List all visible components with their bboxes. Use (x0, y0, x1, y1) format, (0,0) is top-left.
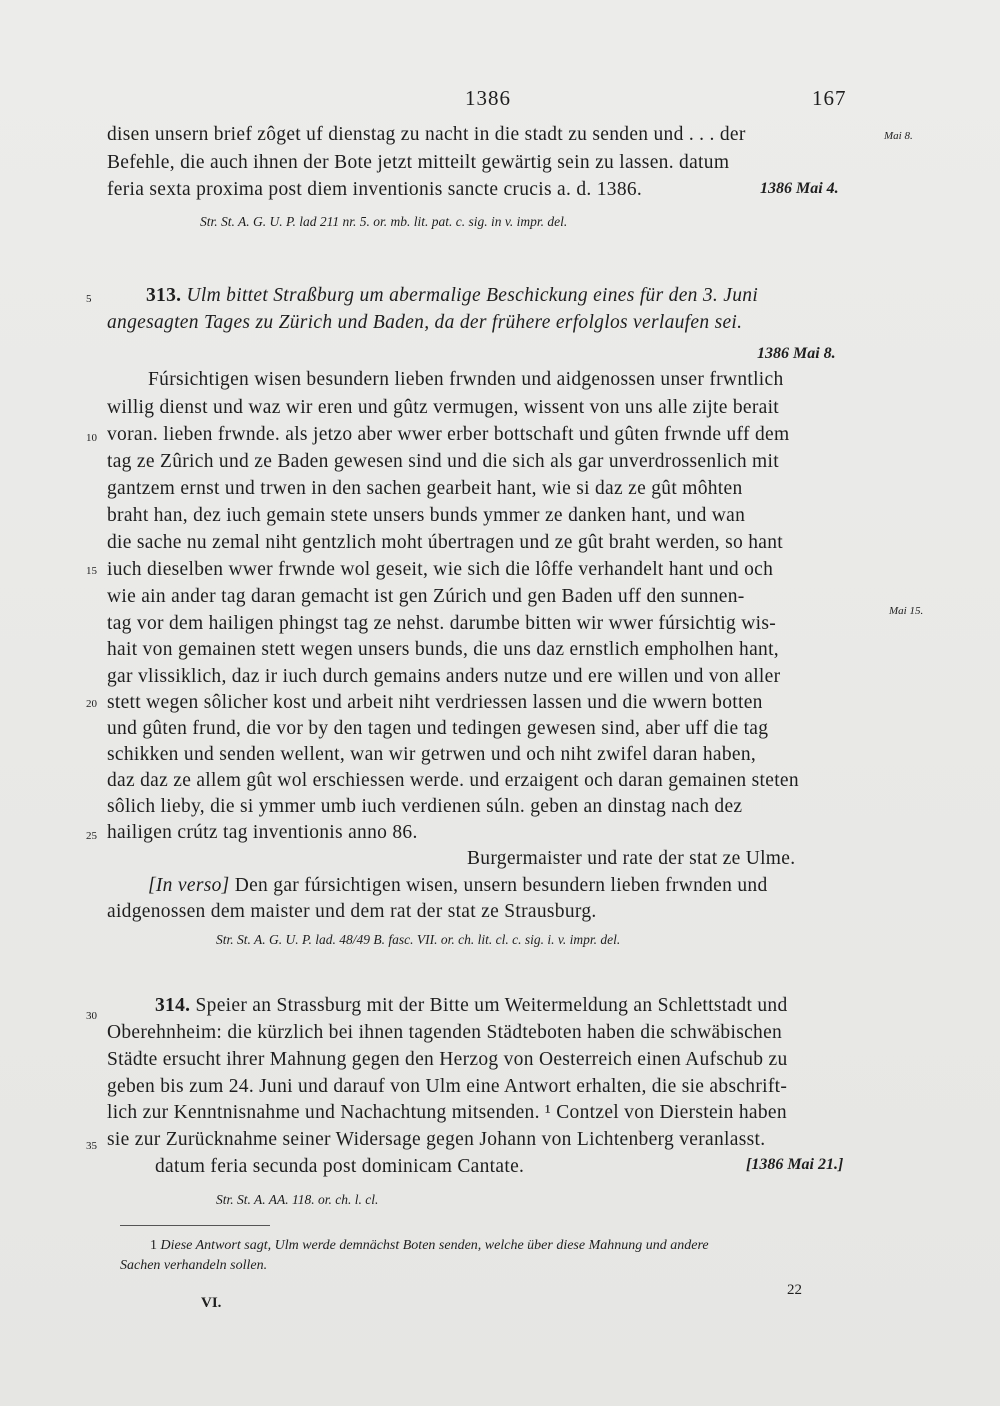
text-line: aidgenossen dem maister und dem rat der stat ze Strausburg. (107, 901, 597, 922)
text-line: geben bis zum 24. Juni und darauf von Ulm eine Antwort erhalten, die sie abschrift- (107, 1076, 788, 1097)
footnote-rule (120, 1225, 270, 1226)
document-date: [1386 Mai 21.] (746, 1156, 844, 1173)
text-line: Befehle, die auch ihnen der Bote jetzt mitteilt gewärtig sein zu lassen. datum (107, 152, 730, 173)
source-citation: Str. St. A. G. U. P. lad. 48/49 B. fasc. VII. or. ch. lit. cl. c. sig. i. v. impr. del. (216, 932, 621, 947)
line-number: 30 (86, 1010, 97, 1022)
text-line: gar vlissiklich, daz ir iuch durch gemains anders nutze und ere willen und von aller (107, 666, 781, 687)
text-line: datum feria secunda post dominicam Cantate. (155, 1156, 525, 1177)
document-date: 1386 Mai 4. (760, 180, 839, 197)
text-line: sie zur Zurücknahme seiner Widersage gegen Johann von Lichtenberg veranlasst. (107, 1129, 766, 1150)
verso-line (148, 873, 768, 899)
text-line: feria sexta proxima post diem inventionis sancte crucis a. d. 1386. (107, 179, 643, 200)
text-line: stett wegen sôlicher kost und arbeit niht verdriessen lassen und die wwern botten (107, 692, 763, 713)
text-line: hait von gemainen stett wegen unsers bunds, die uns daz ernstlich empholhen hant, (107, 639, 779, 660)
text-line: wie ain ander tag daran gemacht ist gen Zúrich und gen Baden uff den sunnen- (107, 586, 745, 607)
running-header-year: 1386 (465, 86, 511, 110)
margin-date: Mai 8. (884, 130, 913, 142)
text-line: braht han, dez iuch gemain stete unsers bunds ymmer ze danken hant, und wan (107, 505, 746, 526)
document-date: 1386 Mai 8. (757, 345, 836, 362)
text-line: sôlich lieby, die si ymmer umb iuch verdienen súln. geben an dinstag nach dez (107, 796, 743, 817)
text-line: Fúrsichtigen wisen besundern lieben frwnden und aidgenossen unser frwntlich (148, 369, 784, 390)
document-heading-314 (155, 993, 788, 1019)
text-line: lich zur Kenntnisnahme und Nachachtung mitsenden. ¹ Contzel von Dierstein haben (107, 1102, 787, 1123)
footnote-text: Diese Antwort sagt, Ulm werde demnächst Boten senden, welche über diese Mahnung und andere (160, 1238, 709, 1253)
document-number: 313. (146, 285, 182, 306)
document-heading-313 (146, 283, 758, 309)
verso-text: Den gar fúrsichtigen wisen, unsern besundern lieben frwnden und (229, 875, 768, 896)
page-number: 167 (812, 86, 847, 110)
text-line: voran. lieben frwnde. als jetzo aber wwer erber bottschaft und gûten frwnde uff dem (107, 424, 790, 445)
text-line: und gûten frund, die vor by den tagen und tedingen gewesen sind, aber uff die tag (107, 718, 769, 739)
margin-date: Mai 15. (889, 605, 924, 617)
line-number: 25 (86, 830, 97, 842)
line-number: 10 (86, 432, 97, 444)
line-number: 20 (86, 698, 97, 710)
text-line: willig dienst und waz wir eren und gûtz vermugen, wissent von uns alle zijte berait (107, 397, 780, 418)
line-number: 35 (86, 1140, 97, 1152)
line-number: 15 (86, 565, 97, 577)
text-line: Oberehnheim: die kürzlich bei ihnen tagenden Städteboten haben die schwäbischen (107, 1022, 783, 1043)
text-line: gantzem ernst und trwen in den sachen gearbeit hant, wie si daz ze gût môhten (107, 478, 743, 499)
signature-line: Burgermaister und rate der stat ze Ulme. (467, 848, 796, 869)
document-number: 314. (155, 995, 191, 1016)
source-citation: Str. St. A. AA. 118. or. ch. l. cl. (216, 1192, 379, 1207)
text-line: tag ze Zûrich und ze Baden gewesen sind und die sich als gar unverdrossenlich mit (107, 451, 779, 472)
text-line: Städte ersucht ihrer Mahnung gegen den Herzog von Oesterreich einen Aufschub zu (107, 1049, 788, 1070)
verso-label: [In verso] (148, 875, 230, 896)
text-line: schikken und senden wellent, wan wir getrwen und och niht zwifel daran haben, (107, 744, 757, 765)
document-summary: Speier an Strassburg mit der Bitte um Weitermeldung an Schlettstadt und (190, 995, 788, 1016)
document-summary: Ulm bittet Straßburg um abermalige Beschickung eines für den 3. Juni (186, 285, 759, 306)
text-line: daz daz ze allem gût wol erschiessen werde. und erzaigent och daran gemainen steten (107, 770, 799, 791)
footnote-line: Sachen verhandeln sollen. (120, 1258, 268, 1273)
text-line: disen unsern brief zôget uf dienstag zu nacht in die stadt zu senden und . . . der (107, 124, 746, 145)
signature-mark-right: 22 (787, 1282, 802, 1298)
source-citation: Str. St. A. G. U. P. lad 211 nr. 5. or. mb. lit. pat. c. sig. in v. impr. del. (200, 214, 568, 229)
line-number: 5 (86, 293, 92, 305)
text-line: tag vor dem hailigen phingst tag ze nehst. darumbe bitten wir wwer fúrsichtig wis- (107, 613, 777, 634)
text-line: iuch dieselben wwer frwnde wol geseit, wie sich die lôffe verhandelt hant und och (107, 559, 774, 580)
footnote-marker: 1 (150, 1238, 157, 1253)
text-line: hailigen crútz tag inventionis anno 86. (107, 822, 418, 843)
document-summary-cont: angesagten Tages zu Zürich und Baden, da der frühere erfolglos verlaufen sei. (107, 312, 743, 333)
text-line: die sache nu zemal niht gentzlich moht úbertragen und ze gût braht werden, so hant (107, 532, 784, 553)
footnote-line (150, 1238, 709, 1254)
signature-mark-left: VI. (201, 1295, 222, 1311)
